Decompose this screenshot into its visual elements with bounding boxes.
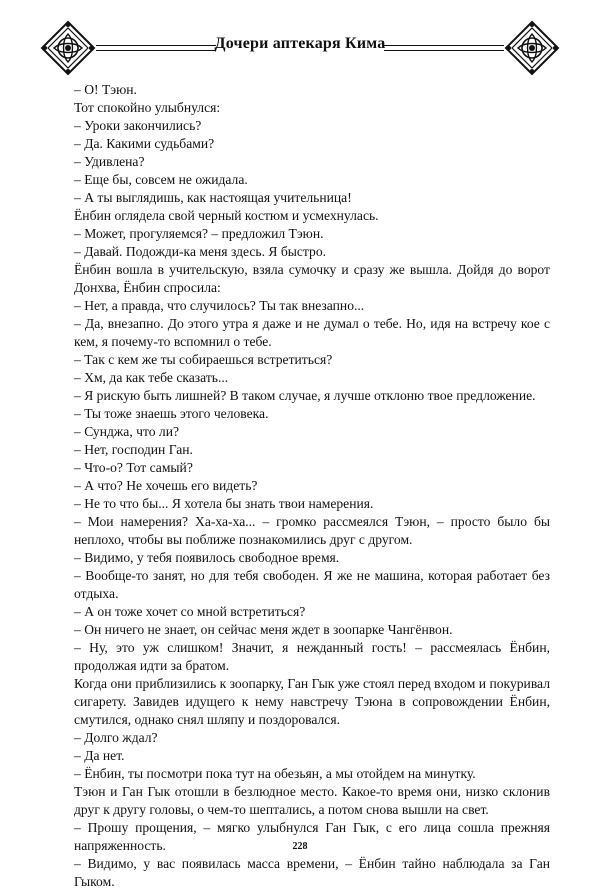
page-body: [74, 81, 550, 891]
paragraph: Тот спокойно улыбнулся:: [74, 100, 221, 115]
running-header: [40, 20, 560, 76]
paragraph: – Еще бы, совсем не ожидала.: [74, 172, 248, 187]
paragraph: – Да нет.: [74, 748, 125, 763]
paragraph: – Сунджа, что ли?: [74, 424, 180, 439]
paragraph: – Видимо, у вас появилась масса времени, – Ёнбин тайно наблюдала за Ган Гыком.: [74, 856, 550, 889]
paragraph: Ёнбин вошла в учительскую, взяла сумочку и сразу же вышла. Дойдя до ворот Донхва, Ёнбин спросила:: [74, 262, 550, 295]
paragraph: – Так с кем же ты собираешься встретиться?: [74, 352, 333, 367]
paragraph: – Что-о? Тот самый?: [74, 460, 193, 475]
paragraph: – Ёнбин, ты посмотри пока тут на обезьян, а мы отойдем на минутку.: [74, 766, 476, 781]
paragraph: – Нет, а правда, что случилось? Ты так внезапно...: [74, 298, 365, 313]
page-number: 228: [292, 841, 308, 852]
paragraph: – Не то что бы... Я хотела бы знать твои намерения.: [74, 496, 374, 511]
paragraph: – Может, прогуляемся? – предложил Тэюн.: [74, 226, 324, 241]
paragraph: – А ты выглядишь, как настоящая учительница!: [74, 190, 352, 205]
paragraph: – Он ничего не знает, он сейчас меня ждет в зоопарке Чангёнвон.: [74, 622, 453, 637]
paragraph: – Хм, да как тебе сказать...: [74, 370, 229, 385]
paragraph: – Уроки закончились?: [74, 118, 202, 133]
paragraph: – А он тоже хочет со мной встретиться?: [74, 604, 306, 619]
paragraph: – О! Тэюн.: [74, 82, 137, 97]
paragraph: – Да. Какими судьбами?: [74, 136, 215, 151]
paragraph: – Прошу прощения, – мягко улыбнулся Ган Гык, с его лица сошла прежняя напряженность.: [74, 820, 550, 853]
paragraph: Тэюн и Ган Гык отошли в безлюдное место. Какое-то время они, низко склонив друг к другу головы, о чем-то шептались, а потом снова вышли на свет.: [74, 784, 550, 817]
paragraph: – Вообще-то занят, но для тебя свободен. Я же не машина, которая работает без отдыха.: [74, 568, 550, 601]
paragraph: – Ты тоже знаешь этого человека.: [74, 406, 269, 421]
running-title: Дочери аптекаря Кима: [214, 35, 386, 52]
paragraph: Когда они приблизились к зоопарку, Ган Гык уже стоял перед входом и покуривал сигарету. Завидев идущего к нему навстречу Тэюна в сопровождении Ёнбин, смутился, однако снял шляпу и поздоровался.: [74, 676, 550, 727]
paragraph: – А что? Не хочешь его видеть?: [74, 478, 258, 493]
ornament-right-icon: [504, 20, 560, 76]
paragraph: – Давай. Подожди-ка меня здесь. Я быстро.: [74, 244, 327, 259]
paragraph: – Долго ждал?: [74, 730, 158, 745]
paragraph: – Ну, это уж слишком! Значит, я нежданный гость! – рассмеялась Ёнбин, продолжая идти за братом.: [74, 640, 550, 673]
paragraph: Ёнбин оглядела свой черный костюм и усмехнулась.: [74, 208, 379, 223]
paragraph: – Мои намерения? Ха-ха-ха... – громко рассмеялся Тэюн, – просто было бы неплохо, чтобы вы поближе познакомились друг с другом.: [74, 514, 550, 547]
paragraph: – Я рискую быть лишней? В таком случае, я лучше отклоню твое предложение.: [74, 388, 536, 403]
paragraph: – Видимо, у тебя появилось свободное время.: [74, 550, 340, 565]
paragraph: – Нет, господин Ган.: [74, 442, 193, 457]
paragraph: – Да, внезапно. До этого утра я даже и не думал о тебе. Но, идя на встречу кое с кем, я почему-то вспомнил о тебе.: [74, 316, 550, 349]
paragraph: – Удивлена?: [74, 154, 145, 169]
